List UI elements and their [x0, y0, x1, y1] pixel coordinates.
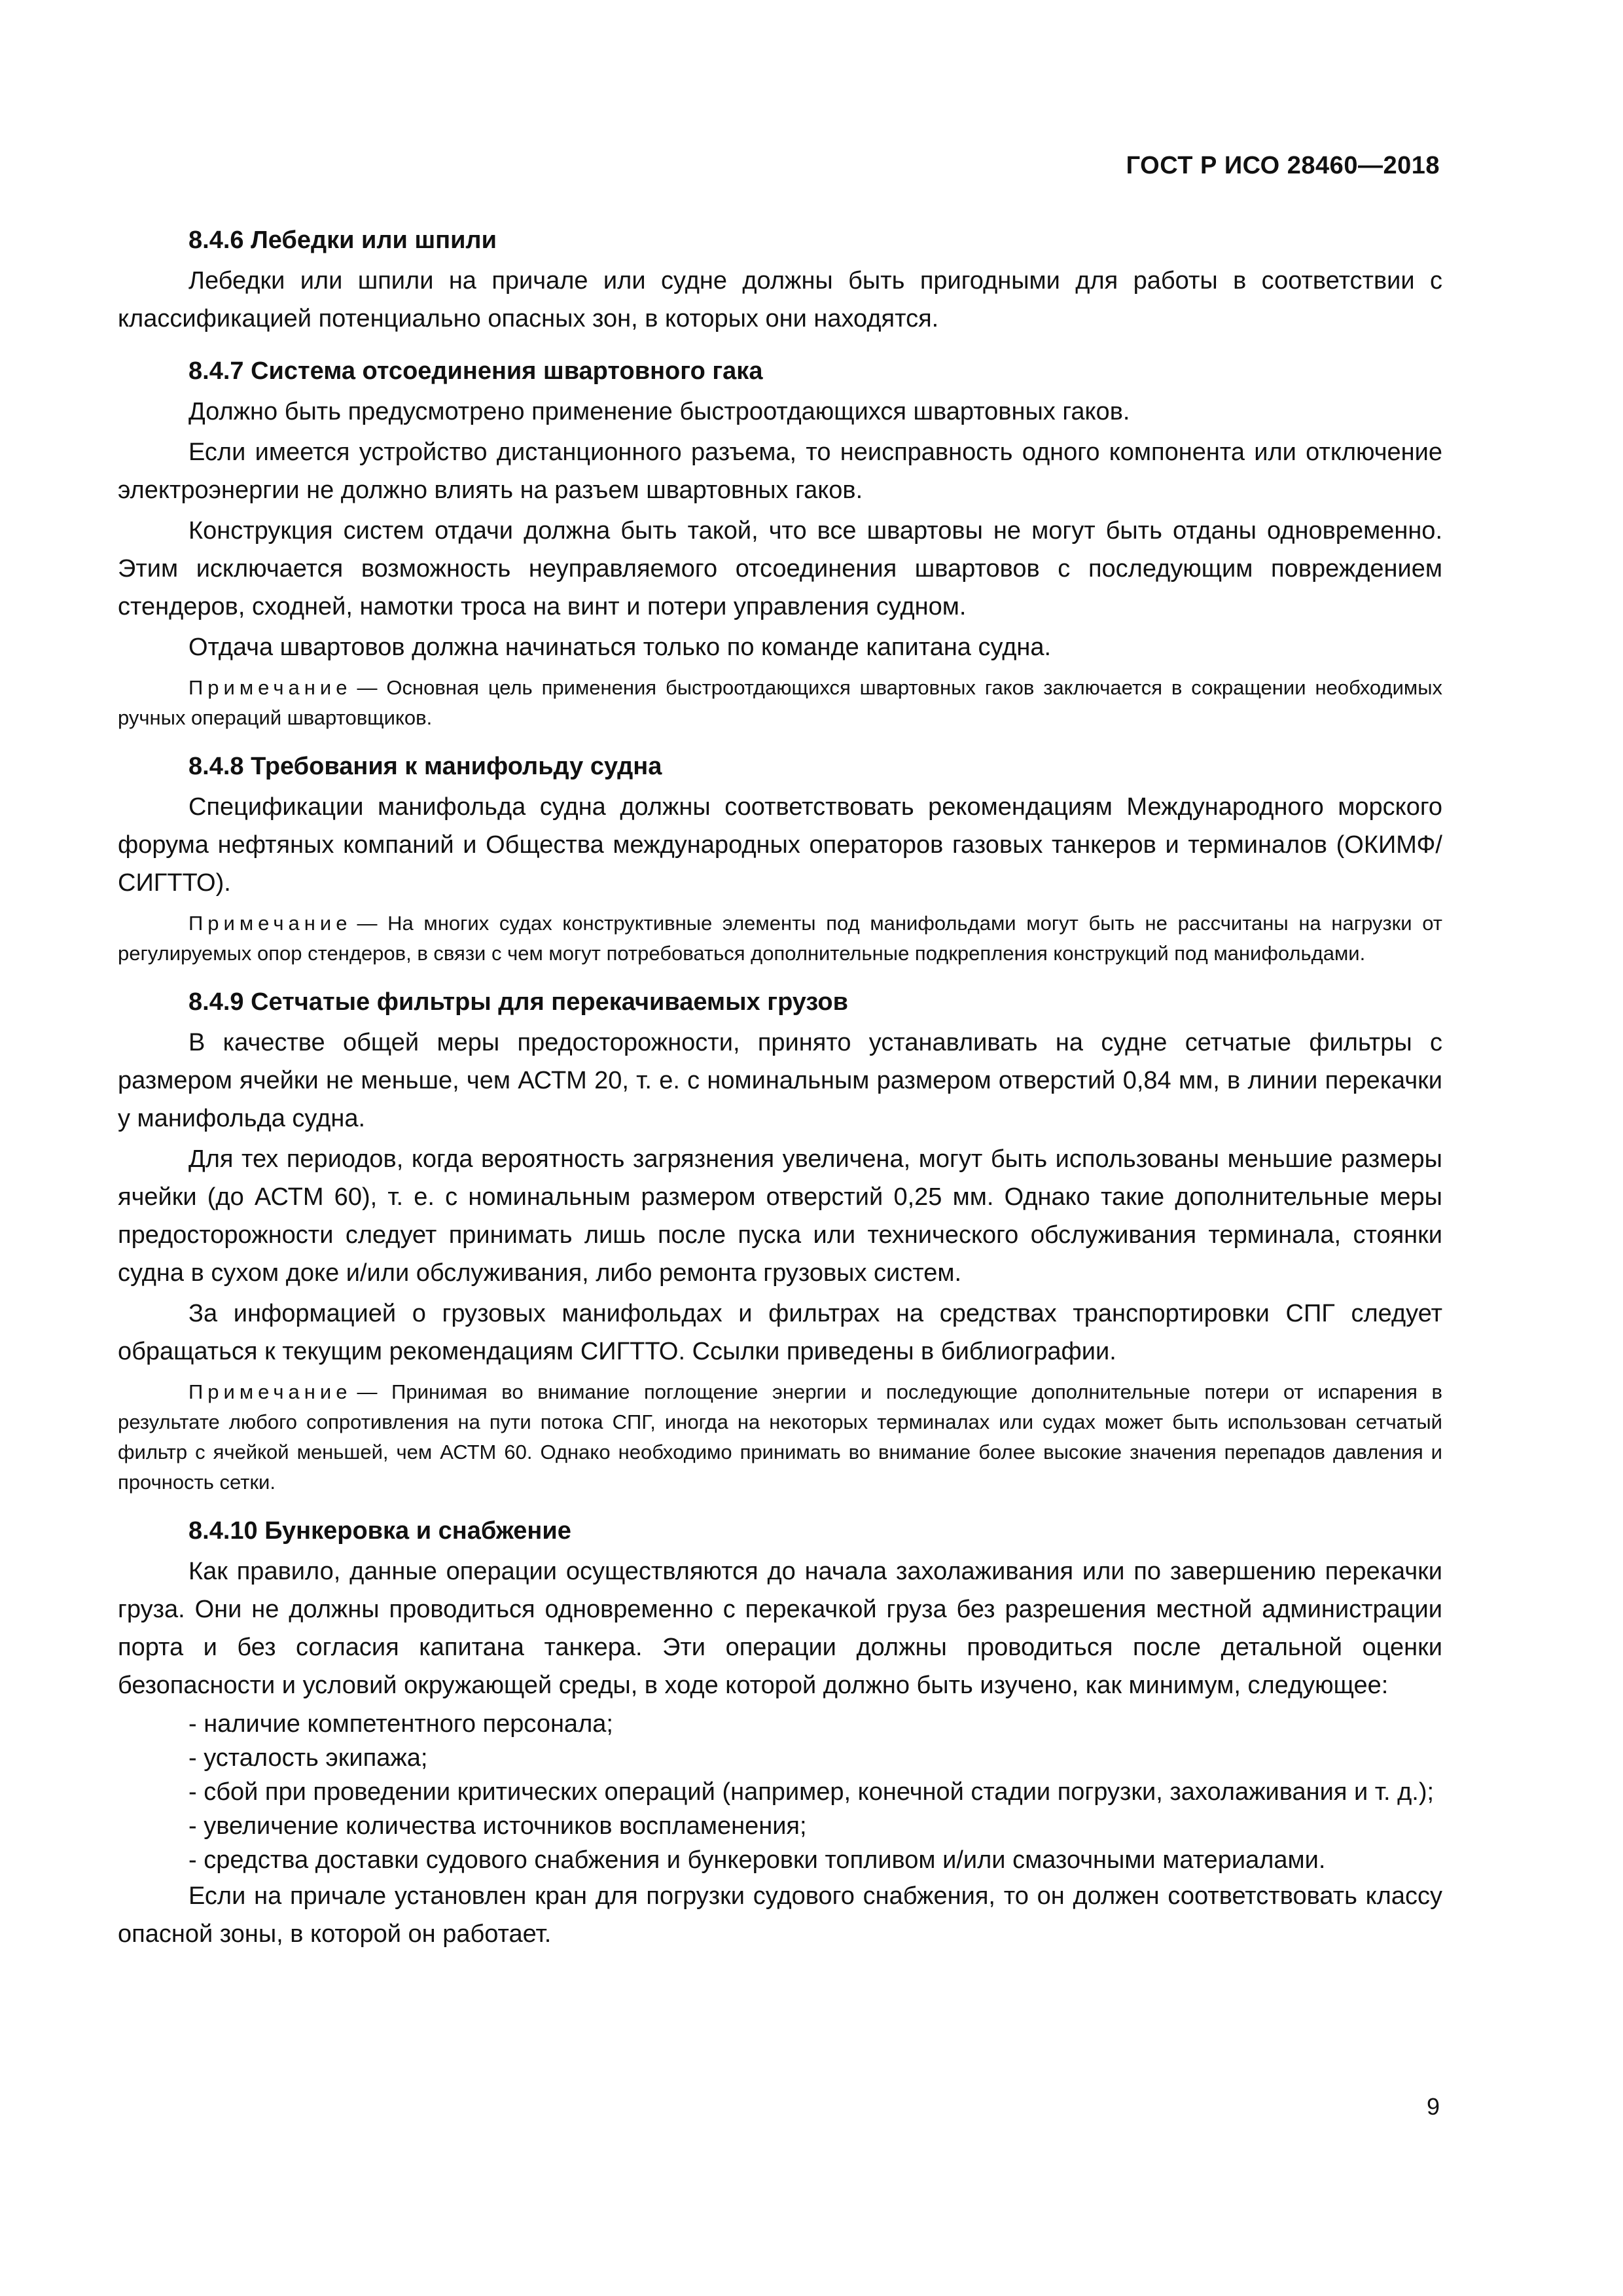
paragraph: Как правило, данные операции осуществляются до начала захолаживания или по завершению перекачки груза. Они не должны проводиться одновременно с перекачкой груза без разрешения местной администрации порта и без согласия капитана танкера. Эти операции должны проводиться после детальной оценки безопасности и условий окружающей среды, в ходе которой должно быть изучено, как минимум, следующее: [118, 1558, 1442, 1699]
section-8-4-8 [118, 750, 1442, 969]
list-item: - средства доставки судового снабжения и бункеровки топливом и/или смазочными материалами. [188, 1846, 1326, 1874]
list-item: - усталость экипажа; [188, 1744, 428, 1772]
section-8-4-10 [118, 1515, 1442, 1953]
note [118, 908, 1442, 969]
paragraph: За информацией о грузовых манифольдах и фильтрах на средствах транспортировки СПГ следует обращаться к текущим рекомендациям СИГТТО. Ссылки приведены в библиографии. [118, 1300, 1442, 1365]
requirements-list [118, 1707, 1442, 1877]
paragraph: Конструкция систем отдачи должна быть такой, что все швартовы не могут быть отданы одновременно. Этим исключается возможность неуправляемого отсоединения швартовов с последующим повреждением стендеров, сходней, намотки троса на винт и потери управления судном. [118, 517, 1442, 620]
list-item: - сбой при проведении критических операций (например, конечной стадии погрузки, захолаживания и т. д.); [188, 1778, 1435, 1806]
section-8-4-7 [118, 355, 1442, 733]
section-title: 8.4.9 Сетчатые фильтры для перекачиваемых грузов [188, 988, 848, 1016]
paragraph: Если на причале установлен кран для погрузки судового снабжения, то он должен соответствовать классу опасной зоны, в которой он работает. [118, 1882, 1442, 1948]
note-text: — Основная цель применения быстроотдающихся швартовных гаков заключается в сокращении необходимых ручных операций швартовщиков. [118, 676, 1442, 729]
document-code: ГОСТ Р ИСО 28460—2018 [1126, 152, 1440, 179]
section-8-4-6 [118, 224, 1442, 338]
paragraph: Должно быть предусмотрено применение быстроотдающихся швартовных гаков. [188, 398, 1130, 425]
paragraph: Для тех периодов, когда вероятность загрязнения увеличена, могут быть использованы меньшие размеры ячейки (до АСТМ 60), т. е. с номинальным размером отверстий 0,25 мм. Однако такие дополнительные меры предосторожности следует принимать лишь после пуска или технического обслуживания терминала, стоянки судна в сухом доке и/или обслуживания, либо ремонта грузовых систем. [118, 1145, 1442, 1287]
section-8-4-9 [118, 986, 1442, 1498]
section-title: 8.4.10 Бункеровка и снабжение [188, 1517, 571, 1545]
note [118, 673, 1442, 733]
section-title: 8.4.7 Система отсоединения швартовного гака [188, 357, 763, 385]
paragraph: В качестве общей меры предосторожности, принято устанавливать на судне сетчатые фильтры с размером ячейки не меньше, чем АСТМ 20, т. е. с номинальным размером отверстий 0,84 мм, в линии перекачки у манифольда судна. [118, 1029, 1442, 1132]
note-label: Примечание [188, 912, 352, 935]
paragraph: Лебедки или шпили на причале или судне должны быть пригодными для работы в соответствии с классификацией потенциально опасных зон, в которых они находятся. [118, 267, 1442, 332]
list-item: - наличие компетентного персонала; [188, 1710, 613, 1738]
note-label: Примечание [188, 676, 352, 699]
note-text: — Принимая во внимание поглощение энергии и последующие дополнительные потери от испарения в результате любого сопротивления на пути потока СПГ, иногда на некоторых терминалах или судах может быть использован сетчатый фильтр с ячейкой меньшей, чем АСТМ 60. Однако необходимо принимать во внимание более высокие значения перепадов давления и прочность сетки. [118, 1380, 1442, 1494]
section-title: 8.4.6 Лебедки или шпили [188, 226, 497, 254]
page-content [118, 224, 1442, 1970]
paragraph: Отдача швартовов должна начинаться только по команде капитана судна. [188, 634, 1052, 661]
page-number: 9 [1426, 2093, 1440, 2120]
note [118, 1377, 1442, 1498]
paragraph: Если имеется устройство дистанционного разъема, то неисправность одного компонента или отключение электроэнергии не должно влиять на разъем швартовных гаков. [118, 439, 1442, 504]
list-item: - увеличение количества источников воспламенения; [188, 1812, 807, 1840]
section-title: 8.4.8 Требования к манифольду судна [188, 753, 662, 780]
note-label: Примечание [188, 1380, 352, 1403]
paragraph: Спецификации манифольда судна должны соответствовать рекомендациям Международного морского форума нефтяных компаний и Общества международных операторов газовых танкеров и терминалов (ОКИМФ/СИГТТО). [118, 793, 1442, 897]
note-text: — На многих судах конструктивные элементы под манифольдами могут быть не рассчитаны на нагрузки от регулируемых опор стендеров, в связи с чем могут потребоваться дополнительные подкрепления конструкций под манифольдами. [118, 912, 1442, 965]
